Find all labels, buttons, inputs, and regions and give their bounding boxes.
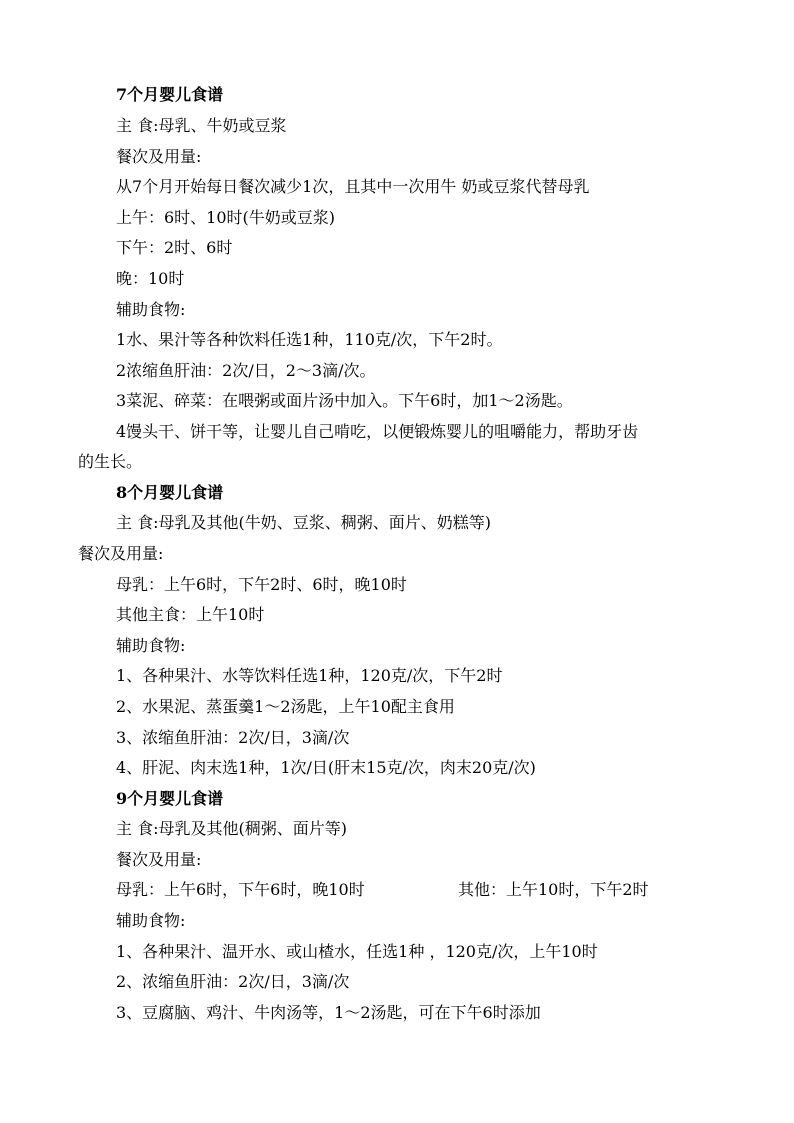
aux-item: 2、水果泥、蒸蛋羹1～2汤匙，上午10配主食用 bbox=[116, 697, 455, 716]
meal-line: 母乳：上午6时，下午6时，晚10时 bbox=[116, 880, 365, 899]
aux-item: 1、各种果汁、温开水、或山楂水，任选1种 ，120克/次，上午10时 bbox=[116, 942, 598, 961]
aux-item: 3、豆腐脑、鸡汁、牛肉汤等，1～2汤匙，可在下午6时添加 bbox=[116, 1003, 541, 1022]
aux-item: 3菜泥、碎菜：在喂粥或面片汤中加入。下午6时，加1～2汤匙。 bbox=[116, 391, 573, 410]
meal-line: 母乳：上午6时，下午2时、6时，晚10时 bbox=[116, 575, 407, 594]
aux-item: 4馒头干、饼干等，让婴儿自己啃吃，以便锻炼婴儿的咀嚼能力，帮助牙齿 bbox=[116, 422, 639, 441]
aux-label: 辅助食物: bbox=[116, 300, 186, 319]
aux-item-continuation: 的生长。 bbox=[78, 452, 143, 471]
meals-label: 餐次及用量: bbox=[78, 544, 164, 563]
meal-line: 晚：10时 bbox=[116, 269, 185, 288]
main-food-line: 主 食:母乳及其他(牛奶、豆浆、稠粥、面片、奶糕等) bbox=[116, 513, 491, 532]
meals-label: 餐次及用量: bbox=[116, 850, 202, 869]
meal-line: 其他：上午10时，下午2时 bbox=[458, 880, 649, 899]
meal-line: 从7个月开始每日餐次减少1次，且其中一次用牛 奶或豆浆代替母乳 bbox=[116, 177, 590, 196]
main-food-line: 主 食:母乳、牛奶或豆浆 bbox=[116, 116, 287, 135]
section-heading: 7个月婴儿食谱 bbox=[116, 85, 224, 104]
aux-label: 辅助食物: bbox=[116, 911, 186, 930]
aux-label: 辅助食物: bbox=[116, 636, 186, 655]
aux-item: 2、浓缩鱼肝油：2次/日，3滴/次 bbox=[116, 972, 350, 991]
main-food-line: 主 食:母乳及其他(稠粥、面片等) bbox=[116, 819, 347, 838]
section-heading: 9个月婴儿食谱 bbox=[116, 789, 224, 808]
section-heading: 8个月婴儿食谱 bbox=[116, 483, 224, 502]
aux-item: 3、浓缩鱼肝油：2次/日，3滴/次 bbox=[116, 728, 350, 747]
aux-item: 1、各种果汁、水等饮料任选1种，120克/次，下午2时 bbox=[116, 666, 503, 685]
meal-line: 下午：2时、6时 bbox=[116, 238, 233, 257]
aux-item: 1水、果汁等各种饮料任选1种，110克/次，下午2时。 bbox=[116, 330, 503, 349]
aux-item: 2浓缩鱼肝油：2次/日，2～3滴/次。 bbox=[116, 361, 376, 380]
aux-item: 4、肝泥、肉末选1种，1次/日(肝末15克/次，肉末20克/次) bbox=[116, 758, 536, 777]
meal-line: 上午：6时、10时(牛奶或豆浆) bbox=[116, 208, 336, 227]
meal-line: 其他主食：上午10时 bbox=[116, 605, 265, 624]
meals-label: 餐次及用量: bbox=[116, 147, 202, 166]
